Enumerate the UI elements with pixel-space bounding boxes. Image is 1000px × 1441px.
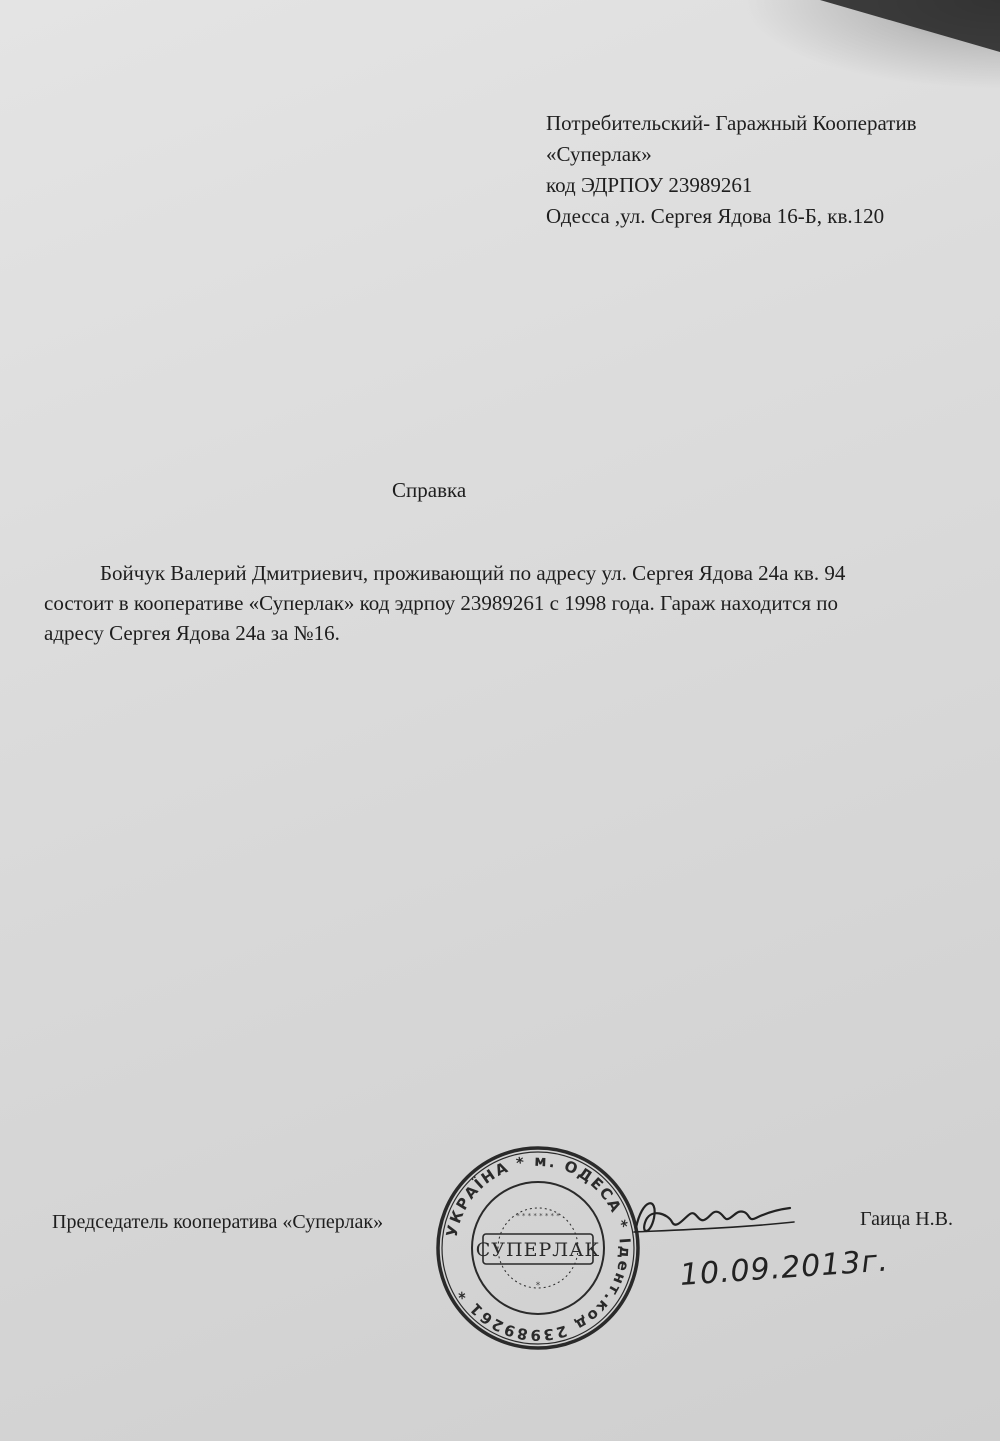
handwritten-date: 10.09.2013г.	[678, 1243, 890, 1293]
organization-address: Одесса ,ул. Сергея Ядова 16-Б, кв.120	[546, 204, 885, 228]
svg-text:* * * * * * * *: * * * * * * * *	[516, 1212, 560, 1220]
page-corner-fold	[820, 0, 1000, 52]
signatory-name: Гаица Н.В.	[860, 1208, 954, 1230]
organization-brand: «Суперлак»	[546, 142, 652, 166]
svg-text:*: *	[535, 1281, 541, 1291]
document-body	[44, 558, 964, 648]
body-line: адресу Сергея Ядова 24а за №16.	[44, 621, 340, 645]
body-line: Бойчук Валерий Дмитриевич, проживающий по адресу ул. Сергея Ядова 24а кв. 94	[100, 561, 846, 585]
signatory-label: Председатель кооператива «Суперлак»	[52, 1211, 384, 1233]
svg-text:УКРАЇНА * м. ОДЕСА * Ідент.код: УКРАЇНА * м. ОДЕСА * Ідент.код 23989261 *	[442, 1151, 635, 1345]
body-line: состоит в кооперативе «Суперлак» код эдрпоу 23989261 с 1998 года. Гараж находится по	[44, 591, 838, 615]
document-title: Справка	[392, 478, 467, 502]
svg-text:СУПЕРЛАК: СУПЕРЛАК	[475, 1239, 601, 1261]
round-seal-stamp	[433, 1138, 643, 1358]
handwritten-signature	[628, 1188, 798, 1248]
organization-code: код ЭДРПОУ 23989261	[546, 173, 753, 197]
organization-header	[546, 108, 917, 232]
organization-name: Потребительский- Гаражный Кооператив	[546, 111, 917, 135]
